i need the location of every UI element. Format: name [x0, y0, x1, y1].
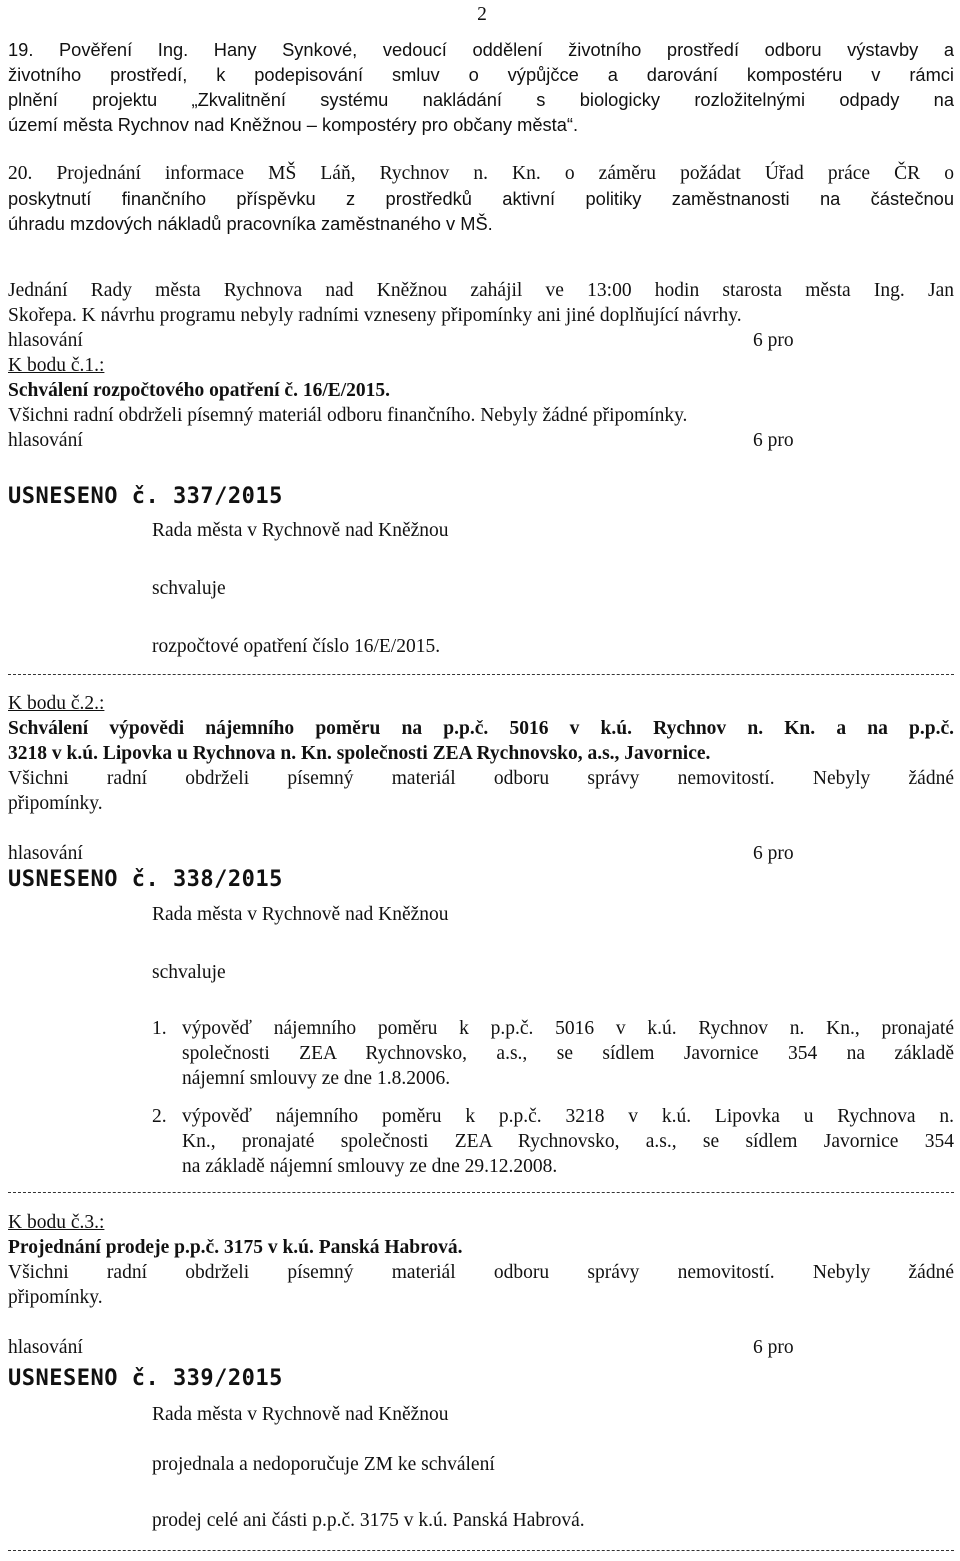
- point-description: připomínky.: [8, 1287, 103, 1308]
- council-name: Rada města v Rychnově nad Kněžnou: [152, 520, 449, 541]
- list-item: [152, 1104, 954, 1179]
- divider: [8, 1550, 954, 1551]
- text-line: území města Rychnov nad Kněžnou – kompostéry pro občany města“.: [8, 114, 579, 135]
- point-title: 3218 v k.ú. Lipovka u Rychnova n. Kn. společnosti ZEA Rychnovsko, a.s., Javornice.: [8, 743, 711, 764]
- point-1: [8, 353, 954, 428]
- resolution-number: USNESENO č. 339/2015: [8, 1366, 283, 1391]
- vote-result: 6 pro: [753, 330, 794, 351]
- list-text: nájemní smlouvy ze dne 1.8.2006.: [182, 1068, 451, 1089]
- page-number: 2: [477, 4, 487, 25]
- point-2: [8, 691, 954, 816]
- point-3: [8, 1210, 954, 1310]
- point-description: Všichni radní obdrželi písemný materiál odboru správy nemovitostí. Nebyly žádné: [8, 768, 954, 789]
- resolution-text: rozpočtové opatření číslo 16/E/2015.: [152, 636, 441, 657]
- vote-row: [8, 428, 954, 453]
- text-line: plnění projektu „Zkvalitnění systému nakládání s biologicky rozložitelnými odpady na: [8, 89, 954, 110]
- text-line: 19. Pověření Ing. Hany Synkové, vedoucí oddělení životního prostředí odboru výstavby a: [8, 39, 954, 60]
- text-line: poskytnutí finančního příspěvku z prostředků aktivní politiky zaměstnanosti na částečnou: [8, 188, 954, 209]
- point-heading: K bodu č.3.:: [8, 1212, 105, 1233]
- resolution-verb: schvaluje: [152, 578, 226, 599]
- list-text: společnosti ZEA Rychnovsko, a.s., se sídlem Javornice 354 na základě: [182, 1043, 954, 1064]
- agenda-item-20: [8, 161, 954, 236]
- point-heading: K bodu č.2.:: [8, 693, 105, 714]
- point-title: Schválení rozpočtového opatření č. 16/E/2015.: [8, 380, 391, 401]
- vote-label: hlasování: [8, 1337, 83, 1358]
- text-line: životního prostředí, k podepisování smluv o výpůjčce a darování kompostéru v rámci: [8, 64, 954, 85]
- list-number: 1.: [152, 1018, 167, 1039]
- resolution-text: prodej celé ani části p.p.č. 3175 v k.ú. Panská Habrová.: [152, 1510, 585, 1531]
- point-description: připomínky.: [8, 793, 103, 814]
- vote-row: [8, 328, 954, 353]
- text-line: Skořepa. K návrhu programu nebyly radními vzneseny připomínky ani jiné doplňující návrhy.: [8, 305, 742, 326]
- point-title: Schválení výpovědi nájemního poměru na p.p.č. 5016 v k.ú. Rychnov n. Kn. a na p.p.č.: [8, 718, 954, 739]
- list-item: [152, 1016, 954, 1091]
- point-description: Všichni radní obdrželi písemný materiál odboru finančního. Nebyly žádné připomínky.: [8, 405, 688, 426]
- list-text: na základě nájemní smlouvy ze dne 29.12.2008.: [182, 1156, 558, 1177]
- list-text: výpověď nájemního poměru k p.p.č. 5016 v k.ú. Rychnov n. Kn., pronajaté: [182, 1018, 954, 1039]
- council-name: Rada města v Rychnově nad Kněžnou: [152, 904, 449, 925]
- divider: [8, 1192, 954, 1193]
- vote-row: [8, 1335, 954, 1360]
- vote-result: 6 pro: [753, 430, 794, 451]
- point-heading: K bodu č.1.:: [8, 355, 105, 376]
- vote-label: hlasování: [8, 330, 83, 351]
- vote-label: hlasování: [8, 843, 83, 864]
- divider: [8, 674, 954, 675]
- resolution-number: USNESENO č. 338/2015: [8, 867, 283, 892]
- vote-label: hlasování: [8, 430, 83, 451]
- list-text: výpověď nájemního poměru k p.p.č. 3218 v k.ú. Lipovka u Rychnova n.: [182, 1106, 954, 1127]
- meeting-opening: [8, 278, 954, 328]
- agenda-item-19: [8, 37, 954, 137]
- text-line: 20. Projednání informace MŠ Láň, Rychnov n. Kn. o záměru požádat Úřad práce ČR o: [8, 163, 954, 184]
- text-line: Jednání Rady města Rychnova nad Kněžnou zahájil ve 13:00 hodin starosta města Ing. Jan: [8, 280, 954, 301]
- text-line: úhradu mzdových nákladů pracovníka zaměstnaného v MŠ.: [8, 213, 493, 234]
- list-text: Kn., pronajaté společnosti ZEA Rychnovsko, a.s., se sídlem Javornice 354: [182, 1131, 954, 1152]
- vote-result: 6 pro: [753, 1337, 794, 1358]
- vote-result: 6 pro: [753, 843, 794, 864]
- resolution-verb: projednala a nedoporučuje ZM ke schválení: [152, 1454, 495, 1475]
- point-description: Všichni radní obdrželi písemný materiál odboru správy nemovitostí. Nebyly žádné: [8, 1262, 954, 1283]
- resolution-verb: schvaluje: [152, 962, 226, 983]
- list-number: 2.: [152, 1106, 167, 1127]
- point-title: Projednání prodeje p.p.č. 3175 v k.ú. Panská Habrová.: [8, 1237, 463, 1258]
- vote-row: [8, 841, 954, 866]
- resolution-number: USNESENO č. 337/2015: [8, 484, 283, 509]
- council-name: Rada města v Rychnově nad Kněžnou: [152, 1404, 449, 1425]
